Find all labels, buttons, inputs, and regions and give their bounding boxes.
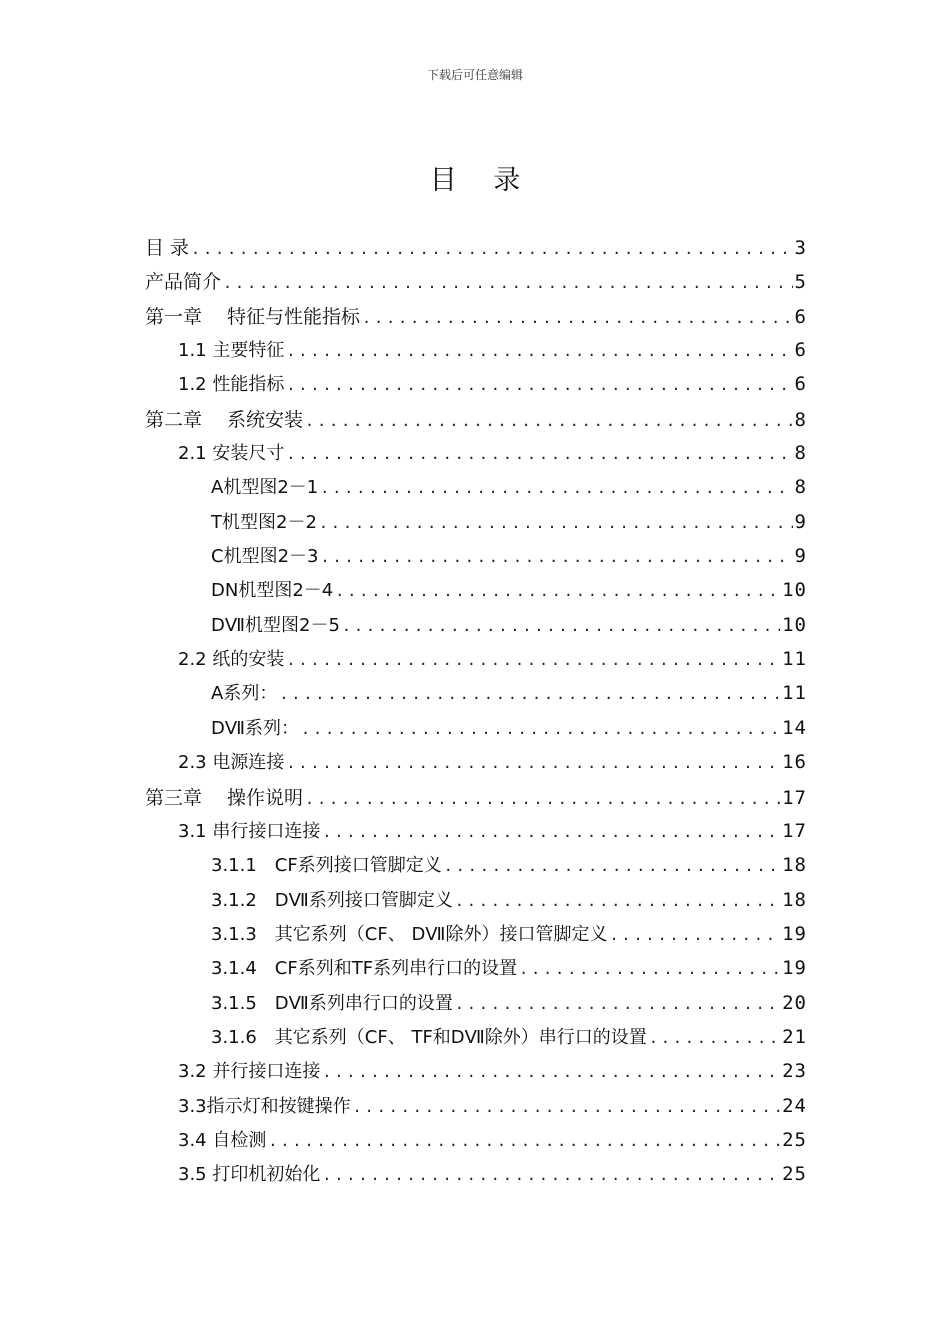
toc-entry[interactable] (145, 1057, 807, 1091)
toc-dot-leader (286, 651, 780, 669)
toc-entry[interactable] (145, 1092, 807, 1126)
toc-entry[interactable] (145, 302, 807, 336)
toc-dot-leader (519, 960, 780, 978)
toc-entry-label: 3.5 打印机初始化 (178, 1164, 321, 1186)
toc-entry-label: A系列： (211, 683, 278, 705)
toc-entry[interactable] (145, 233, 807, 267)
toc-dot-leader (649, 1029, 780, 1047)
toc-entry-label: 3.1.3 其它系列（CF、 DⅦ除外）接口管脚定义 (211, 923, 608, 945)
toc-dot-leader (305, 412, 793, 430)
toc-entry[interactable] (145, 748, 807, 782)
toc-dot-leader (322, 1166, 780, 1184)
toc-entry-page-number: 17 (782, 819, 807, 842)
toc-entry-label: 2.2 纸的安装 (178, 649, 285, 671)
toc-entry-page-number: 19 (782, 957, 807, 980)
toc-entry-label: 3.1.6 其它系列（CF、 TF和DⅦ除外）串行口的设置 (211, 1026, 647, 1048)
toc-dot-leader (353, 1098, 780, 1116)
toc-dot-leader (362, 309, 793, 327)
toc-entry-label: 第二章 系统安装 (145, 408, 304, 431)
toc-entry[interactable] (145, 1160, 807, 1194)
toc-dot-leader (322, 823, 780, 841)
toc-entry-label: 2.1 安装尺寸 (178, 443, 285, 465)
toc-dot-leader (191, 240, 793, 258)
toc-entry-label: 3.4 自检测 (178, 1129, 267, 1151)
toc-entry-page-number: 16 (782, 751, 807, 774)
toc-dot-leader (223, 274, 793, 292)
header-note: 下载后可任意编辑 (426, 68, 523, 82)
toc-entry[interactable] (145, 989, 807, 1023)
toc-entry-page-number: 18 (782, 888, 807, 911)
toc-dot-leader (444, 857, 780, 875)
toc-dot-leader (342, 617, 780, 635)
toc-entry-label: T机型图2－2 (211, 511, 317, 533)
toc-entry-page-number: 17 (782, 786, 807, 809)
toc-dot-leader (301, 720, 780, 738)
page-title: 目 录 (429, 165, 535, 196)
toc-entry-page-number: 14 (782, 716, 807, 739)
toc-entry[interactable] (145, 851, 807, 885)
toc-entry-page-number: 23 (782, 1060, 807, 1083)
toc-entry-page-number: 10 (782, 613, 807, 636)
toc-entry[interactable] (145, 370, 807, 404)
toc-entry-label: DⅦ系列： (211, 717, 300, 739)
toc-dot-leader (286, 754, 780, 772)
toc-entry-page-number: 8 (794, 476, 807, 499)
toc-entry[interactable] (145, 267, 807, 301)
toc-dot-leader (320, 548, 792, 566)
toc-dot-leader (279, 685, 780, 703)
toc-entry-label: 目 录 (145, 237, 190, 259)
toc-dot-leader (320, 479, 792, 497)
toc-entry[interactable] (145, 783, 807, 817)
toc-entry[interactable] (145, 542, 807, 576)
toc-entry-page-number: 3 (794, 237, 807, 259)
toc-entry-label: DⅦ机型图2－5 (211, 614, 340, 636)
toc-entry[interactable] (145, 645, 807, 679)
toc-entry-label: 3.1.5 DⅦ系列串行口的设置 (211, 992, 453, 1014)
table-of-contents (145, 233, 807, 1195)
toc-dot-leader (286, 342, 792, 360)
toc-entry-page-number: 9 (794, 545, 807, 568)
toc-entry-page-number: 20 (782, 991, 807, 1014)
toc-entry[interactable] (145, 473, 807, 507)
toc-dot-leader (609, 926, 780, 944)
toc-entry[interactable] (145, 714, 807, 748)
toc-entry-page-number: 8 (794, 408, 807, 431)
toc-entry-page-number: 10 (782, 579, 807, 602)
toc-entry-label: 1.2 性能指标 (178, 374, 285, 396)
toc-entry[interactable] (145, 405, 807, 439)
toc-dot-leader (286, 376, 792, 394)
toc-entry-page-number: 8 (794, 442, 807, 465)
toc-entry-label: 3.1 串行接口连接 (178, 820, 321, 842)
toc-entry-label: 产品简介 (145, 271, 222, 294)
toc-entry-label: 2.3 电源连接 (178, 752, 285, 774)
toc-entry[interactable] (145, 1126, 807, 1160)
toc-dot-leader (455, 995, 780, 1013)
toc-entry-label: 3.2 并行接口连接 (178, 1061, 321, 1083)
toc-entry-label: DN机型图2－4 (211, 580, 334, 602)
toc-entry-page-number: 11 (782, 648, 807, 671)
toc-entry-label: 3.1.4 CF系列和TF系列串行口的设置 (211, 958, 518, 980)
toc-entry-page-number: 21 (782, 1025, 807, 1048)
toc-dot-leader (305, 790, 780, 808)
toc-entry[interactable] (145, 439, 807, 473)
toc-entry-page-number: 6 (794, 339, 807, 362)
toc-entry[interactable] (145, 679, 807, 713)
toc-entry-label: 第三章 操作说明 (145, 786, 304, 809)
toc-entry-label: C机型图2－3 (211, 546, 319, 568)
toc-entry-label: 3.1.2 DⅦ系列接口管脚定义 (211, 889, 453, 911)
toc-dot-leader (335, 582, 780, 600)
toc-entry[interactable] (145, 954, 807, 988)
toc-entry-page-number: 19 (782, 922, 807, 945)
toc-entry-page-number: 5 (794, 271, 807, 294)
toc-entry-page-number: 25 (782, 1128, 807, 1151)
toc-dot-leader (319, 514, 793, 532)
toc-dot-leader (455, 892, 780, 910)
toc-entry-label: 3.3指示灯和按键操作 (178, 1095, 351, 1117)
toc-entry[interactable] (145, 1023, 807, 1057)
toc-entry[interactable] (145, 336, 807, 370)
toc-entry-page-number: 25 (782, 1163, 807, 1186)
toc-entry-page-number: 11 (782, 682, 807, 705)
toc-entry[interactable] (145, 886, 807, 920)
toc-entry-label: 1.1 主要特征 (178, 340, 285, 362)
toc-entry[interactable] (145, 817, 807, 851)
toc-entry[interactable] (145, 611, 807, 645)
toc-entry-page-number: 6 (794, 373, 807, 396)
toc-entry-page-number: 9 (794, 510, 807, 533)
toc-entry-label: A机型图2－1 (211, 477, 319, 499)
toc-entry-label: 第一章 特征与性能指标 (145, 305, 361, 328)
toc-dot-leader (286, 445, 792, 463)
toc-dot-leader (268, 1132, 780, 1150)
toc-entry-page-number: 24 (782, 1094, 807, 1117)
toc-entry[interactable] (145, 508, 807, 542)
toc-entry-label: 3.1.1 CF系列接口管脚定义 (211, 855, 442, 877)
toc-entry-page-number: 18 (782, 854, 807, 877)
toc-entry[interactable] (145, 920, 807, 954)
toc-entry[interactable] (145, 576, 807, 610)
toc-entry-page-number: 6 (794, 305, 807, 328)
toc-dot-leader (322, 1063, 780, 1081)
